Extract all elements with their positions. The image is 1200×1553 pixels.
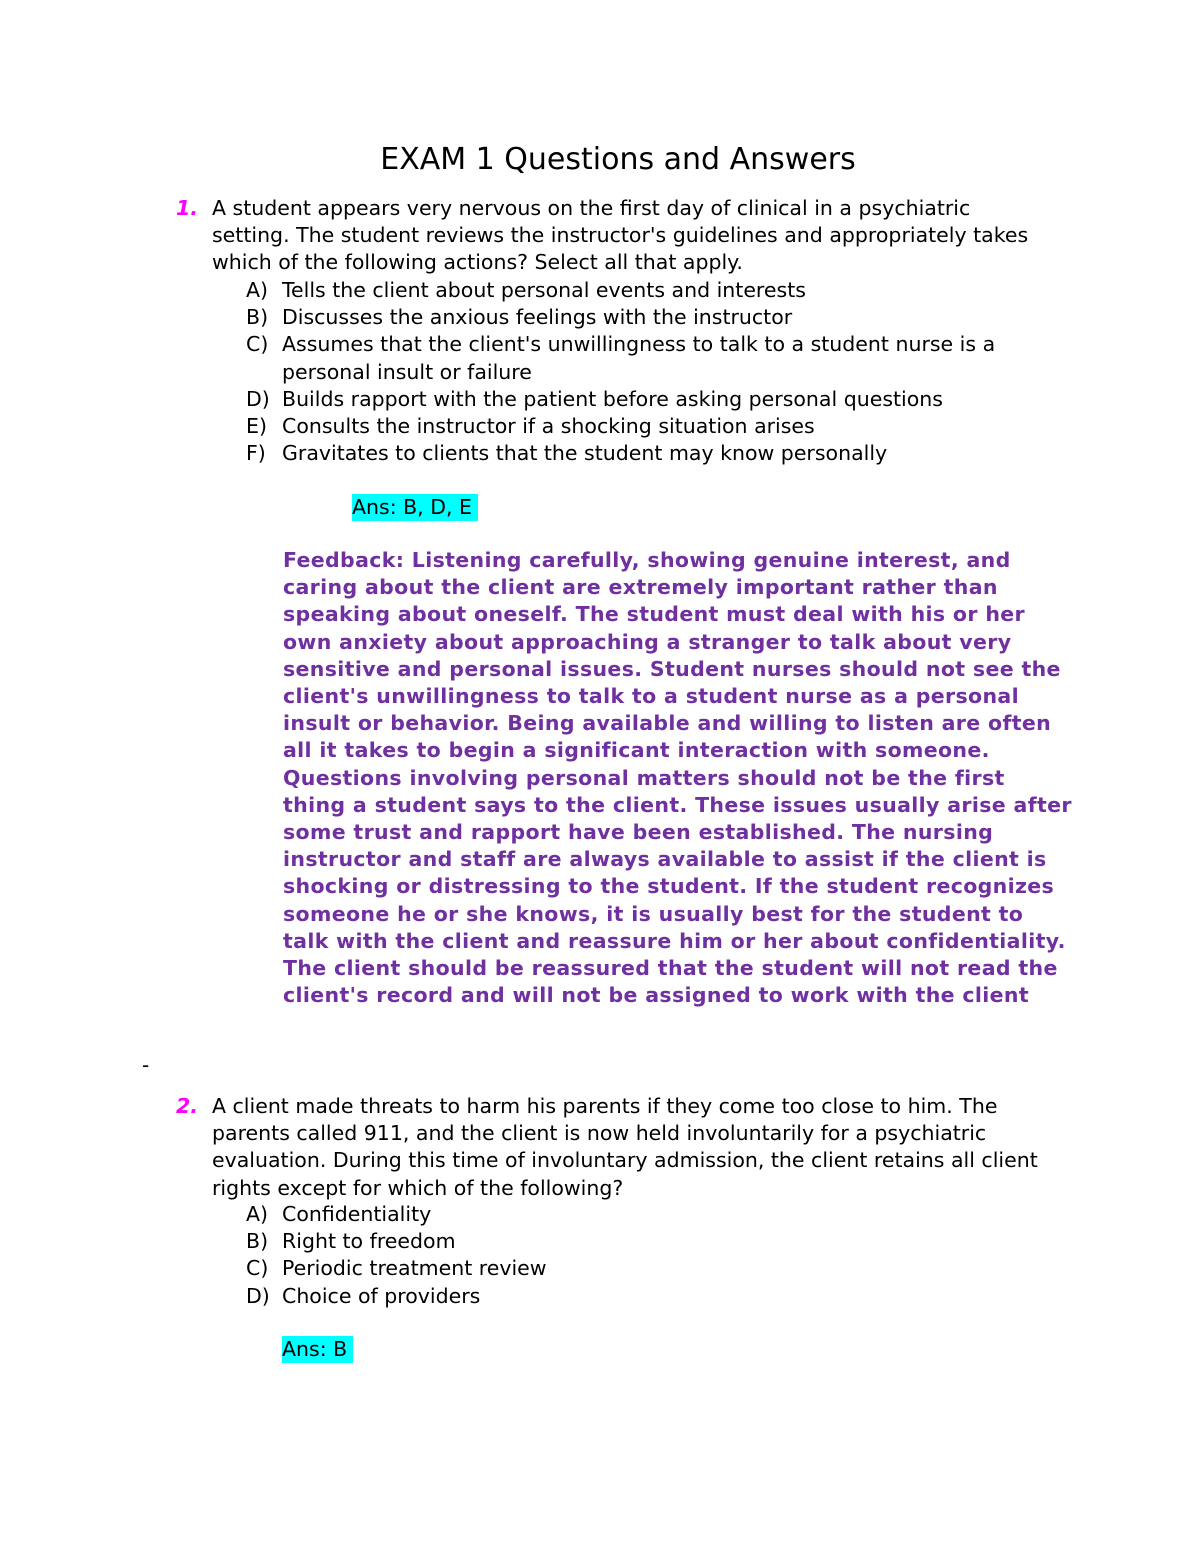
option-letter: D): [246, 386, 270, 411]
option-text: Consults the instructor if a shocking situation arises: [282, 414, 815, 439]
option-b: [246, 304, 1076, 331]
option-letter: F): [246, 441, 266, 466]
option-b: [246, 1228, 1076, 1255]
option-text: Choice of providers: [282, 1283, 481, 1308]
option-d: [246, 386, 1076, 413]
option-letter: A): [246, 278, 269, 302]
option-text: Periodic treatment review: [282, 1256, 547, 1281]
option-c: [246, 1255, 1076, 1282]
option-text: Assumes that the client's unwillingness to talk to a student nurse is a personal insult or failure: [282, 332, 996, 384]
option-letter: B): [246, 305, 269, 330]
answer-key: Ans: B: [282, 1336, 353, 1363]
option-text: Right to freedom: [282, 1229, 456, 1254]
option-e: [246, 413, 1076, 440]
option-a: [246, 277, 1076, 304]
page-title: EXAM 1 Questions and Answers: [380, 142, 856, 177]
option-c: [246, 331, 1076, 385]
option-text: Discusses the anxious feelings with the instructor: [282, 305, 793, 330]
option-letter: D): [246, 1283, 270, 1308]
question-number: 2.: [176, 1094, 199, 1118]
answer-options: [246, 1201, 1076, 1310]
option-letter: A): [246, 1202, 269, 1226]
option-text: Confidentiality: [282, 1202, 432, 1226]
option-text: Builds rapport with the patient before asking personal questions: [282, 386, 943, 411]
option-letter: C): [246, 1256, 269, 1281]
option-d: [246, 1283, 1076, 1310]
feedback-text: Feedback: Listening carefully, showing genuine interest, and caring about the client are extremely important rather than speaking about oneself. The student must deal with his or her own anxiety about approaching a stranger to talk about very sensitive and personal issues. Student nurses should not see the client's unwillingness to talk to a student nurse as a personal insult or behavior. Being available and willing to listen are often all it takes to begin a significant interaction with someone. Questions involving personal matters should not be the first thing a student says to the client. These issues usually arise after some trust and rapport have been established. The nursing instructor and staff are always available to assist if the client is shocking or distressing to the student. If the student recognizes someone he or she knows, it is usually best for the student to talk with the client and reassure him or her about confidentiality. The client should be reassured that the student will not read the client's record and will not be assigned to work with the client: [283, 548, 1072, 1008]
answer-key: Ans: B, D, E: [352, 494, 478, 521]
option-letter: E): [246, 414, 267, 439]
answer-options: [246, 277, 1076, 467]
option-f: [246, 440, 1076, 467]
question-stem: A student appears very nervous on the first day of clinical in a psychiatric setting. The student reviews the instructor's guidelines and appropriately takes which of the following actions? Select all that apply.: [212, 196, 1029, 275]
option-text: Tells the client about personal events and interests: [282, 278, 806, 302]
option-text: Gravitates to clients that the student may know personally: [282, 441, 888, 466]
question-stem: A client made threats to harm his parents if they come too close to him. The parents called 911, and the client is now held involuntarily for a psychiatric evaluation. During this time of involuntary admission, the client retains all client rights except for which of the following?: [212, 1094, 1038, 1200]
option-letter: C): [246, 332, 269, 357]
option-letter: B): [246, 1229, 269, 1254]
question-number: 1.: [176, 196, 199, 220]
option-a: [246, 1201, 1076, 1228]
separator-dash: -: [142, 1053, 150, 1077]
